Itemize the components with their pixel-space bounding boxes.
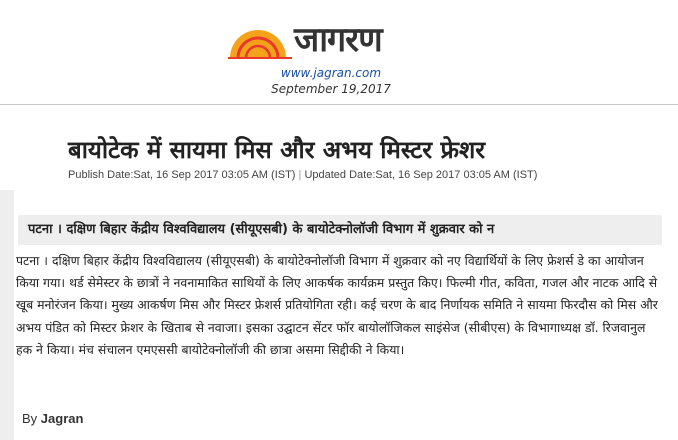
site-url[interactable]: www.jagran.com (280, 66, 382, 80)
article-body-paragraph: पटना । दक्षिण बिहार केंद्रीय विश्वविद्यालय (सीयूएसबी) के बायोटेक्नोलॉजी विभाग में शुक्रवार को नए विद्यार्थियों के लिए फ्रेशर्स डे का आयोजन किया गया। थर्ड सेमेस्टर के छात्रों ने नवनामाकित साथियों के लिए आकर्षक कार्यक्रम प्रस्तुत किए। फिल्मी गीत, कविता, गजल और नाटक आदि से खूब मनोरंजन किया। मुख्य आकर्षण मिस और मिस्टर फ्रेशर्स प्रतियोगिता रही। कई चरण के बाद निर्णायक समिति ने सायमा फिरदौस को मिस और अभय पंडित को मिस्टर फ्रेशर के खिताब से नवाजा। इसका उद्घाटन सेंटर फॉर बायोलॉजिकल साइंसेज (सीबीएस) के विभागाध्यक्ष डॉ. रिजवानुल हक ने किया। मंच संचालन एमएससी बायोटेक्नोलॉजी की छात्रा असमा सिद्दीकी ने किया। (16, 253, 658, 357)
updated-date: Updated Date:Sat, 16 Sep 2017 03:05 AM (IST) (304, 169, 538, 181)
byline (22, 411, 83, 426)
masthead (226, 18, 466, 100)
publish-date: Publish Date:Sat, 16 Sep 2017 03:05 AM (IST) (68, 169, 296, 181)
article-dates (68, 169, 668, 181)
edition-date: September 19,2017 (271, 82, 391, 96)
date-separator: | (298, 169, 302, 181)
byline-prefix: By (22, 411, 38, 426)
article-lead: पटना । दक्षिण बिहार केंद्रीय विश्वविद्यालय (सीयूएसबी) के बायोटेक्नोलॉजी विभाग में शुक्रवार को न (28, 222, 495, 237)
article-headline: बायोटेक में सायमा मिस और अभय मिस्टर फ्रेशर (68, 136, 486, 165)
article-body (16, 250, 664, 361)
logo-text[interactable]: जागरण (294, 20, 382, 60)
article-lead-box (18, 215, 662, 245)
byline-author[interactable]: Jagran (40, 411, 84, 426)
left-margin-bar (0, 190, 14, 440)
masthead-divider (0, 104, 678, 105)
jagran-sun-logo-icon (226, 20, 294, 60)
